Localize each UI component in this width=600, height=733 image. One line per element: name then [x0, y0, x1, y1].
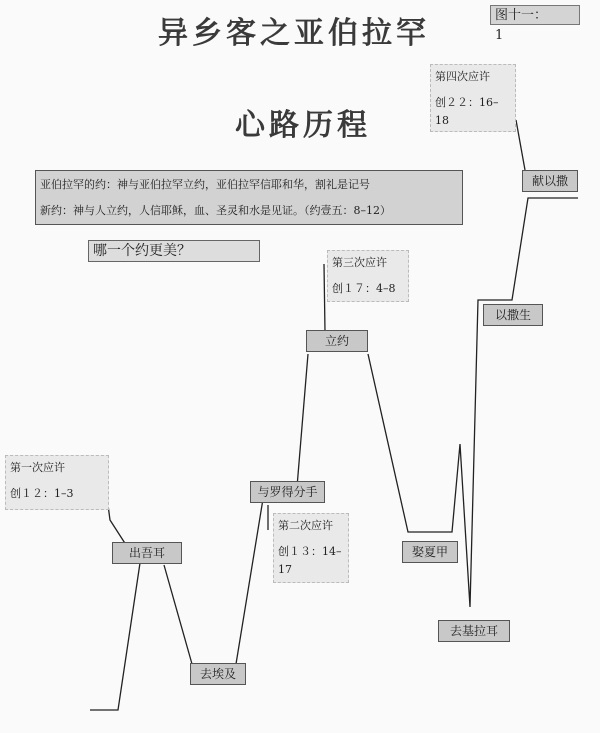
question-box: 哪一个约更美？	[88, 240, 260, 262]
promise-box-4	[430, 64, 516, 132]
promise-box-2	[273, 513, 349, 583]
node-egypt: 去埃及	[190, 663, 246, 685]
page-subtitle: 心路历程	[235, 108, 371, 143]
path-segment	[516, 120, 525, 170]
path-segment	[324, 264, 325, 332]
figure-label-name: 图十一：	[495, 8, 548, 23]
promise-label: 第一次应许	[10, 461, 65, 474]
node-covenant: 立约	[306, 330, 368, 352]
promise-label: 第二次应许	[278, 519, 333, 532]
new-covenant-text: 新约：神与人立约，人信耶稣，血、圣灵和水是见证。（约壹五：8–12）	[40, 204, 391, 217]
promise-label: 第三次应许	[332, 256, 387, 269]
covenant-box	[35, 170, 463, 225]
node-lot: 与罗得分手	[250, 481, 325, 503]
path-segment	[90, 563, 140, 710]
promise-box-3	[327, 250, 409, 302]
node-ur: 出吾耳	[112, 542, 182, 564]
promise-ref: 创２２：16–18	[435, 96, 499, 127]
path-segment	[236, 499, 263, 664]
figure-label	[490, 5, 580, 43]
figure-label-number: 1	[495, 28, 504, 43]
node-offer: 献以撒	[522, 170, 578, 192]
node-hagar: 娶夏甲	[402, 541, 458, 563]
node-gerar: 去基拉耳	[438, 620, 510, 642]
promise-box-1	[5, 455, 109, 510]
promise-label: 第四次应许	[435, 70, 490, 83]
promise-ref: 创１２：1–3	[10, 487, 74, 500]
path-segment	[164, 565, 192, 664]
old-covenant-text: 亚伯拉罕的约：神与亚伯拉罕立约，亚伯拉罕信耶和华，割礼是记号	[40, 178, 370, 191]
page-title: 异乡客之亚伯拉罕	[158, 16, 430, 51]
promise-ref: 创１７：4–8	[332, 282, 396, 295]
path-segment	[297, 354, 308, 487]
promise-ref: 创１３：14–17	[278, 545, 342, 576]
node-isaac: 以撒生	[483, 304, 543, 326]
